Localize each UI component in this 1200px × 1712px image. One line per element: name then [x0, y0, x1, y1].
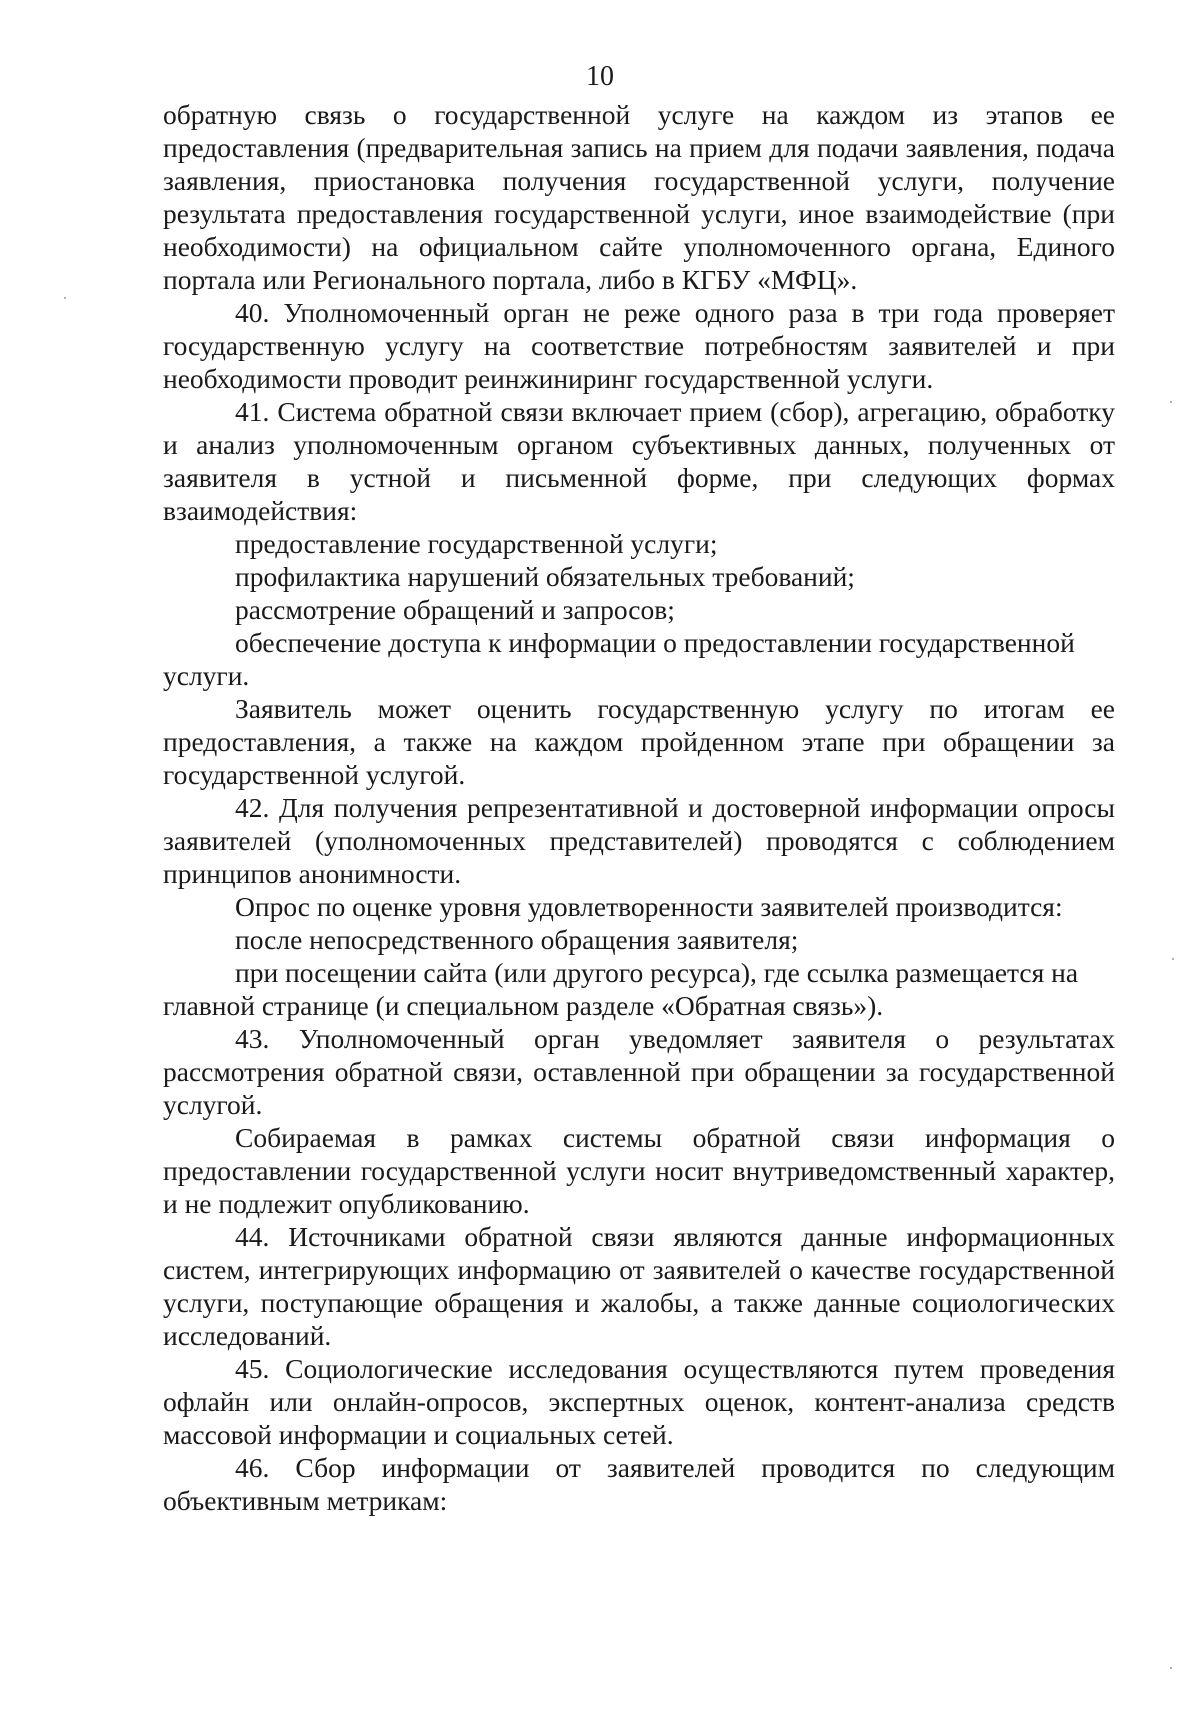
- paragraph-41-rating: Заявитель может оценить государственную услугу по итогам ее предоставления, а также на каждом пройденном этапе при обращении за государственной услугой.: [163, 693, 1115, 790]
- paragraph-42: 42. Для получения репрезентативной и достоверной информации опросы заявителей (уполномоченных представителей) проводятся с соблюдением принципов анонимности.: [163, 792, 1115, 889]
- page-number: 10: [586, 61, 614, 92]
- paragraph-40: 40. Уполномоченный орган не реже одного раза в три года проверяет государственную услугу на соответствие потребностям заявителей и при необходимости проводит реинжиниринг государственной услуги.: [163, 297, 1115, 394]
- paragraph-46: 46. Сбор информации от заявителей проводится по следующим объективным метрикам:: [163, 1452, 1115, 1516]
- paragraph-41: 41. Система обратной связи включает прием (сбор), агрегацию, обработку и анализ уполномоченным органом субъективных данных, полученных от заявителя в устной и письменной форме, при следующих формах взаимодействия:: [163, 396, 1115, 526]
- document-body: [163, 98, 1115, 1517]
- list-item: обеспечение доступа к информации о предоставлении государственной услуги.: [163, 627, 1075, 691]
- list-item: предоставление государственной услуги;: [235, 528, 718, 559]
- paragraph-intro-continuation: обратную связь о государственной услуге на каждом из этапов ее предоставления (предварительная запись на прием для подачи заявления, подача заявления, приостановка получения государственной услуги, получение результата предоставления государственной услуги, иное взаимодействие (при необходимости) на официальном сайте уполномоченного органа, Единого портала или Регионального портала, либо в КГБУ «МФЦ».: [163, 99, 1115, 295]
- list-item: после непосредственного обращения заявителя;: [235, 924, 799, 955]
- paragraph-43: 43. Уполномоченный орган уведомляет заявителя о результатах рассмотрения обратной связи, оставленной при обращении за государственной услугой.: [163, 1023, 1115, 1120]
- paragraph-44: 44. Источниками обратной связи являются данные информационных систем, интегрирующих информацию от заявителей о качестве государственной услуги, поступающие обращения и жалобы, а также данные социологических исследований.: [163, 1221, 1115, 1351]
- paragraph-45: 45. Социологические исследования осуществляются путем проведения офлайн или онлайн-опросов, экспертных оценок, контент-анализа средств массовой информации и социальных сетей.: [163, 1353, 1115, 1450]
- interaction-forms-list: [163, 527, 1115, 692]
- scan-speck: [1170, 401, 1172, 403]
- scan-speck: [1170, 1667, 1172, 1669]
- list-item: при посещении сайта (или другого ресурса), где ссылка размещается на главной странице (и специальном разделе «Обратная связь»).: [163, 957, 1079, 1021]
- list-item: рассмотрение обращений и запросов;: [235, 594, 675, 625]
- scan-speck: [64, 297, 66, 299]
- list-item: профилактика нарушений обязательных требований;: [235, 561, 855, 592]
- survey-list: [163, 890, 1115, 1022]
- scan-speck: [1172, 958, 1174, 960]
- paragraph-43-info: Собираемая в рамках системы обратной связи информация о предоставлении государственной услуги носит внутриведомственный характер, и не подлежит опубликованию.: [163, 1122, 1115, 1219]
- list-item: Опрос по оценке уровня удовлетворенности заявителей производится:: [235, 891, 1063, 922]
